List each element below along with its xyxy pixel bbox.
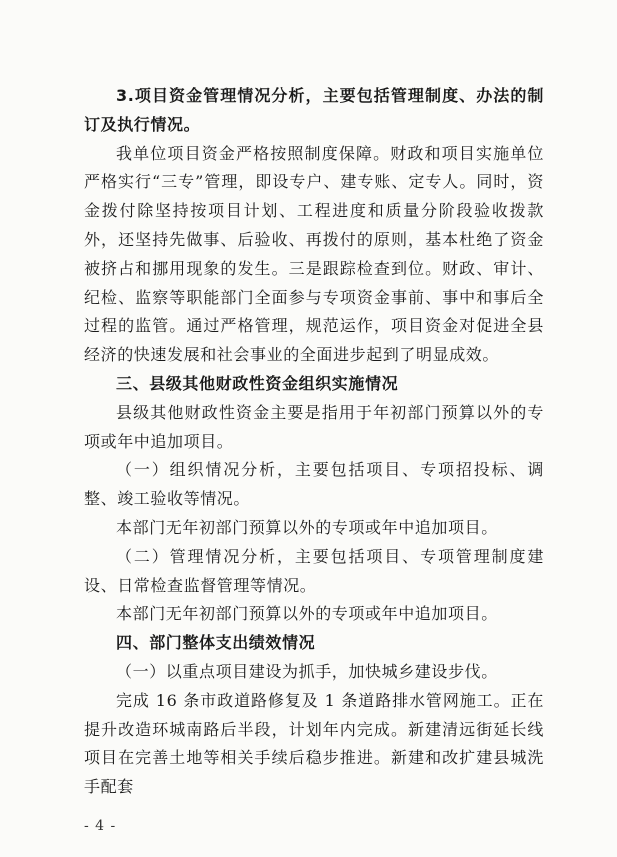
subheading-organization-analysis: （一）组织情况分析，主要包括项目、专项招投标、调整、竣工验收等情况。 <box>84 460 544 509</box>
page-number: - 4 - <box>84 818 117 834</box>
section-heading-fund-management: 3.项目资金管理情况分析，主要包括管理制度、办法的制订及执行情况。 <box>84 86 544 134</box>
paragraph-management-none: 本部门无年初部门预算以外的专项或年中追加项目。 <box>116 604 498 624</box>
paragraph-organization-none: 本部门无年初部门预算以外的专项或年中追加项目。 <box>116 517 498 537</box>
section-heading-performance: 四、部门整体支出绩效情况 <box>116 633 316 653</box>
paragraph-other-funds-intro: 县级其他财政性资金主要是指用于年初部门预算以外的专项或年中追加项目。 <box>84 402 544 451</box>
paragraph-key-projects-body: 完成 16 条市政道路修复及 1 条道路排水管网施工。正在提升改造环城南路后半段，计划年内完成。新建清远街延长线项目在完善土地等相关手续后稳步推进。新建和改扩建县城洗手配套 <box>84 690 544 797</box>
paragraph-fund-management-body: 我单位项目资金严格按照制度保障。财政和项目实施单位严格实行“三专”管理，即设专户、建专账、定专人。同时，资金拨付除坚持按项目计划、工程进度和质量分阶段验收拨款外，还坚持先做事、后验收、再拨付的原则，基本杜绝了资金被挤占和挪用现象的发生。三是跟踪检查到位。财政、审计、纪检、监察等职能部门全面参与专项资金事前、事中和事后全过程的监管。通过严格管理，规范运作，项目资金对促进全县经济的快速发展和社会事业的全面进步起到了明显成效。 <box>84 143 544 365</box>
subheading-key-projects: （一）以重点项目建设为抓手，加快城乡建设步伐。 <box>116 661 498 681</box>
document-body <box>84 82 544 802</box>
subheading-management-analysis: （二）管理情况分析，主要包括项目、专项管理制度建设、日常检查监督管理等情况。 <box>84 546 544 595</box>
section-heading-other-funds: 三、县级其他财政性资金组织实施情况 <box>116 373 399 393</box>
